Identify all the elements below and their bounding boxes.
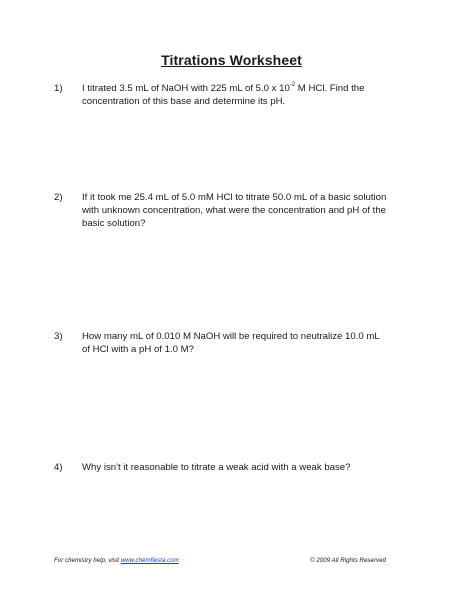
copyright-notice: © 2009 All Rights Reserved: [310, 557, 386, 564]
question-number: 1): [54, 83, 63, 94]
question-text-part: M HCl. Find the concentration of this base and determine its pH.: [82, 83, 365, 107]
chemfiesta-link[interactable]: www.chemfiesta.com: [120, 557, 179, 564]
question-number: 3): [54, 331, 63, 342]
question-number: 4): [54, 462, 63, 473]
question-text: How many mL of 0.010 M NaOH will be required to neutralize 10.0 mL of HCl with a pH of 1.0 M?: [82, 331, 380, 355]
footer-help-text: [54, 557, 179, 564]
exponent: -2: [289, 81, 296, 88]
question-text: If it took me 25.4 mL of 5.0 mM HCl to titrate 50.0 mL of a basic solution with unknown concentration, what were the concentration and pH of the basic solution?: [82, 192, 387, 229]
question-number: 2): [54, 192, 63, 203]
question-text-part: I titrated 3.5 mL of NaOH with 225 mL of 5.0 x 10: [82, 83, 290, 94]
footer-help-label: For chemistry help, visit: [54, 557, 121, 564]
page-title: Titrations Worksheet: [161, 52, 302, 68]
question-text: Why isn't it reasonable to titrate a weak acid with a weak base?: [82, 462, 351, 473]
question-text: [82, 82, 387, 108]
